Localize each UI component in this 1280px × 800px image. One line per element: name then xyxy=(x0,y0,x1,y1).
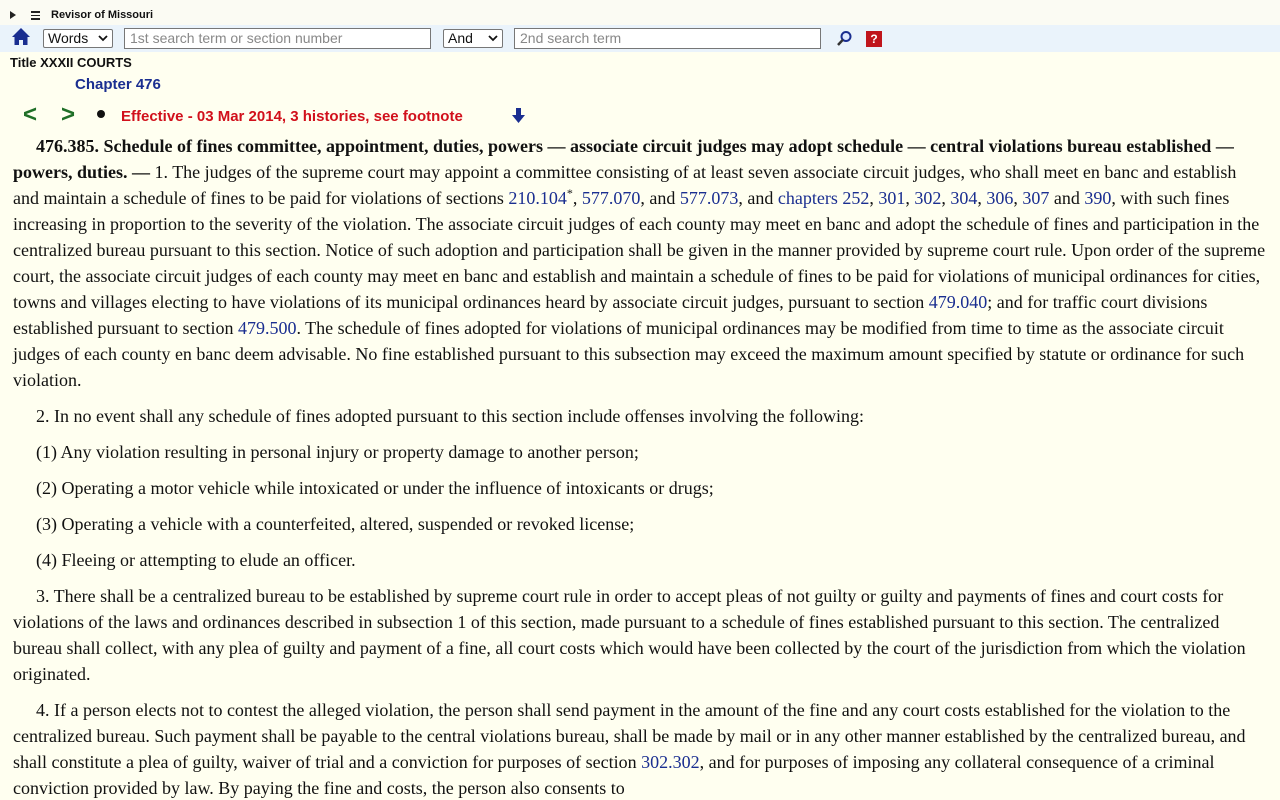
search-icon[interactable] xyxy=(836,30,853,47)
list-item: (3) Operating a vehicle with a counterfeited, altered, suspended or revoked license; xyxy=(36,514,635,534)
link-chapter-307[interactable]: 307 xyxy=(1022,188,1050,208)
search-term-2-input[interactable]: 2nd search term xyxy=(514,28,821,49)
link-chapter-302[interactable]: 302 xyxy=(914,188,942,208)
link-chapter-304[interactable]: 304 xyxy=(950,188,978,208)
search-type-select[interactable]: Words xyxy=(43,29,113,48)
subsection-2: 2. In no event shall any schedule of fines adopted pursuant to this section include offenses involving the following: xyxy=(36,406,864,426)
chevron-down-icon xyxy=(488,34,498,42)
title-heading[interactable]: Title XXXII COURTS xyxy=(10,55,132,70)
list-item: (2) Operating a motor vehicle while intoxicated or under the influence of intoxicants or drugs; xyxy=(36,478,714,498)
link-577-073[interactable]: 577.073 xyxy=(679,188,739,208)
list-item: (4) Fleeing or attempting to elude an officer. xyxy=(36,550,356,570)
menu-icon[interactable] xyxy=(31,11,40,19)
bullet-icon xyxy=(97,110,105,118)
next-section-button[interactable]: > xyxy=(61,101,76,128)
effective-date-link[interactable]: Effective - 03 Mar 2014, 3 histories, see footnote xyxy=(121,108,463,125)
home-icon[interactable] xyxy=(11,27,31,47)
expand-triangle-icon[interactable] xyxy=(10,11,16,19)
link-479-040[interactable]: 479.040 xyxy=(928,292,988,312)
link-chapter-306[interactable]: 306 xyxy=(986,188,1014,208)
link-chapter-301[interactable]: 301 xyxy=(878,188,906,208)
site-name[interactable]: Revisor of Missouri xyxy=(51,9,154,21)
subsection-4: 4. If a person elects not to contest the alleged violation, the person shall send payment in the amount of the fine and any court costs established for the violation to the centralized bureau. Such payment shall be payable to the central violations bureau, shall be made by mail or in any other manner established by the centralized bureau, and shall constitute a plea of guilty, waiver of trial and a conviction for purposes of section 302.302, and for purposes of imposing any collateral consequence of a criminal conviction provided by law. By paying the fine and costs, the person also consents to xyxy=(13,700,1246,798)
search-operator-select[interactable]: And xyxy=(443,29,503,48)
link-chapter-390[interactable]: 390 xyxy=(1084,188,1112,208)
chapter-link[interactable]: Chapter 476 xyxy=(75,76,161,93)
subsection-3: 3. There shall be a centralized bureau to be established by supreme court rule in order to accept pleas of not guilty or guilty and payments of fines and court costs for violations of the laws and ordinances described in subsection 1 of this section, made pursuant to a schedule of fines established pursuant to this section. The centralized bureau shall collect, with any plea of guilty and payment of a fine, all court costs which would have been collected by the court of the jurisdiction from which the violation originated. xyxy=(13,586,1246,684)
section-heading: 476.385. Schedule of fines committee, appointment, duties, powers — associate circuit judges may adopt schedule — central violations bureau established — powers, duties. — xyxy=(13,136,1234,182)
section-text xyxy=(0,131,1280,800)
link-479-500[interactable]: 479.500 xyxy=(237,318,297,338)
arrow-down-icon[interactable] xyxy=(510,107,527,124)
link-577-070[interactable]: 577.070 xyxy=(581,188,641,208)
help-button[interactable]: ? xyxy=(866,31,882,47)
link-302-302[interactable]: 302.302 xyxy=(641,752,700,772)
previous-section-button[interactable]: < xyxy=(23,101,38,128)
chevron-down-icon xyxy=(98,34,108,42)
list-item: (1) Any violation resulting in personal injury or property damage to another person; xyxy=(36,442,639,462)
footnote-star[interactable]: * xyxy=(566,186,573,200)
link-210-104[interactable]: 210.104 xyxy=(508,188,567,208)
subsection-1: 476.385. Schedule of fines committee, appointment, duties, powers — associate circuit judges may adopt schedule — central violations bureau established — powers, duties. — 1. The judges of the supreme court may appoint a committee consisting of at least seven associate circuit judges, who shall meet en banc and establish and maintain a schedule of fines to be paid for violations of sections 210.104*, 577.070, and 577.073, and chapters 252, 301, 302, 304, 306, 307 and 390, with such fines increasing in proportion to the severity of the violation. The associate circuit judges of each county may meet en banc and adopt the schedule of fines and participation in the centralized bureau pursuant to this section. Notice of such adoption and participation shall be given in the manner provided by supreme court rule. Upon order of the supreme court, the associate circuit judges of each county may meet en banc and establish and maintain a schedule of fines to be paid for violations of municipal ordinances for cities, towns and villages electing to have violations of its municipal ordinances heard by associate circuit judges, pursuant to section 479.040; and for traffic court divisions established pursuant to section 479.500. The schedule of fines adopted for violations of municipal ordinances may be modified from time to time as the associate circuit judges of each county en banc deem advisable. No fine established pursuant to this subsection may exceed the maximum amount specified by statute or ordinance for such violation. xyxy=(13,136,1266,390)
search-term-1-input[interactable]: 1st search term or section number xyxy=(124,28,431,49)
link-chapter-252[interactable]: chapters 252 xyxy=(777,188,870,208)
search-bar xyxy=(0,25,1280,52)
top-bar xyxy=(0,0,1280,25)
